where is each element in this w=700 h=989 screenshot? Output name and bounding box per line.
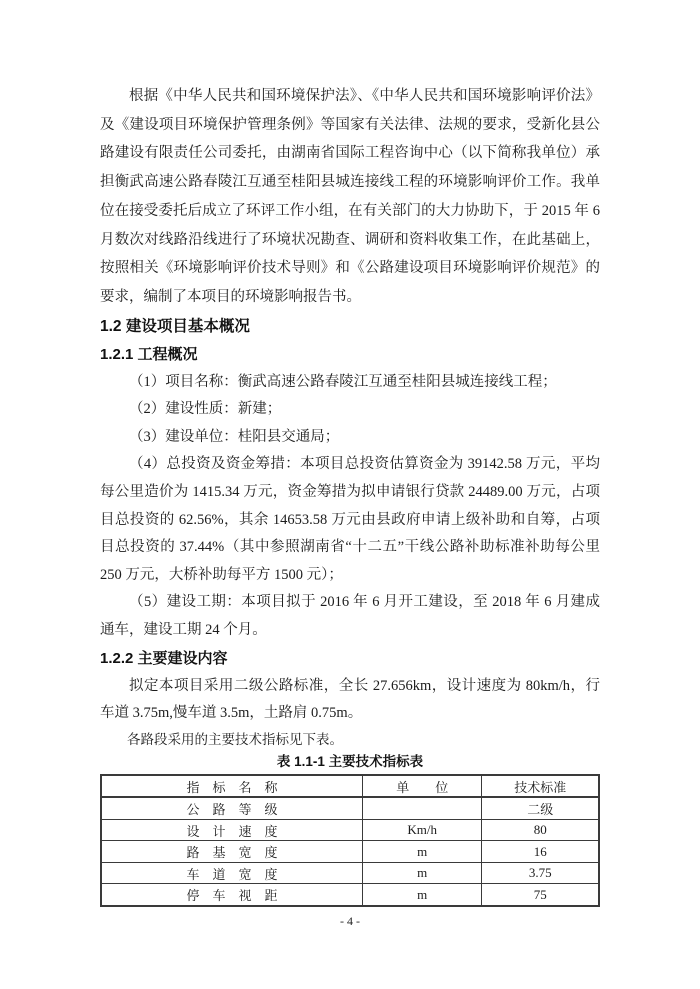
table-cell bbox=[362, 797, 482, 819]
table-cell: 二级 bbox=[482, 797, 599, 819]
project-name-item: （1）项目名称：衡武高速公路春陵江互通至桂阳县城连接线工程； bbox=[129, 373, 557, 390]
table-cell: 16 bbox=[482, 841, 599, 863]
table-row bbox=[101, 841, 599, 863]
table-cell: 80 bbox=[482, 819, 599, 841]
page-number: - 4 - bbox=[340, 913, 360, 928]
table-cell: 停 车 视 距 bbox=[101, 884, 362, 906]
header-unit: 单 位 bbox=[362, 775, 482, 798]
section-1-2-2-heading: 1.2.2 主要建设内容 bbox=[100, 649, 228, 667]
table-lead-in-paragraph: 各路段采用的主要技术指标见下表。 bbox=[127, 731, 343, 747]
table-row bbox=[101, 884, 599, 906]
table-cell: 75 bbox=[482, 884, 599, 906]
intro-paragraph: 根据《中华人民共和国环境保护法》、《中华人民共和国环境影响评价法》及《建设项目环境保护管理条例》等国家有关法律、法规的要求，受新化县公路建设有限责任公司委托，由湖南省国际工程咨询中心（以下简称我单位）承担衡武高速公路春陵江互通至桂阳县城连接线工程的环境影响评价工作。我单位在接受委托后成立了环评工作小组，在有关部门的大力协助下，于 2015 年 6 月数次对线路沿线进行了环境状况勘查、调研和资料收集工作，在此基础上，按照相关《环境影响评价技术导则》和《公路建设项目环境影响评价规范》的要求，编制了本项目的环境影响报告书。 bbox=[100, 88, 600, 305]
table-cell: m bbox=[362, 862, 482, 884]
table-cell: 设 计 速 度 bbox=[101, 819, 362, 841]
header-indicator-name: 指 标 名 称 bbox=[101, 775, 362, 798]
section-1-2-1-heading: 1.2.1 工程概况 bbox=[100, 345, 198, 363]
construction-period-item: （5）建设工期：本项目拟于 2016 年 6 月开工建设，至 2018 年 6 月建成通车，建设工期 24 个月。 bbox=[100, 594, 600, 638]
section-1-2-heading: 1.2 建设项目基本概况 bbox=[100, 317, 250, 335]
table-caption: 表 1.1-1 主要技术指标表 bbox=[276, 753, 424, 769]
technical-indicators-table bbox=[100, 774, 600, 907]
table-row bbox=[101, 819, 599, 841]
table-cell: 路 基 宽 度 bbox=[101, 841, 362, 863]
construction-unit-item: （3）建设单位：桂阳县交通局； bbox=[129, 428, 340, 445]
construction-nature-item: （2）建设性质：新建； bbox=[129, 401, 282, 418]
main-construction-paragraph: 拟定本项目采用二级公路标准，全长 27.656km，设计速度为 80km/h，行车道 3.75m,慢车道 3.5m，土路肩 0.75m。 bbox=[100, 677, 600, 722]
header-technical-standard: 技术标准 bbox=[482, 775, 599, 798]
table-cell: 公 路 等 级 bbox=[101, 797, 362, 819]
table-row bbox=[101, 797, 599, 819]
table-cell: 车 道 宽 度 bbox=[101, 862, 362, 884]
investment-funding-item: （4）总投资及资金筹措：本项目总投资估算资金为 39142.58 万元，平均每公里造价为 1415.34 万元，资金筹措为拟申请银行贷款 24489.00 万元，占项目总投资的 62.56%，其余 14653.58 万元由县政府申请上级补助和自筹，占项目总投资的 37.44%（其中参照湖南省“十二五”干线公路补助标准补助每公里 250 万元，大桥补助每平方 1500 元）； bbox=[100, 456, 600, 583]
table-cell: 3.75 bbox=[482, 862, 599, 884]
table-cell: m bbox=[362, 884, 482, 906]
table-header-row bbox=[101, 775, 599, 798]
table-row bbox=[101, 862, 599, 884]
table-cell: Km/h bbox=[362, 819, 482, 841]
table-cell: m bbox=[362, 841, 482, 863]
